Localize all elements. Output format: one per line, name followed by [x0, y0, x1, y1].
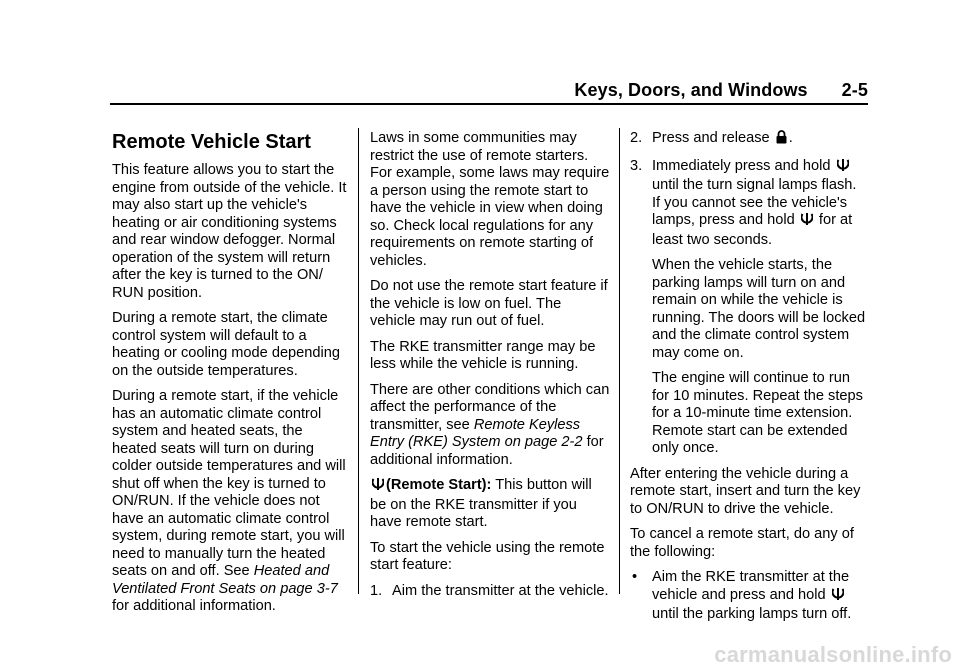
paragraph: To start the vehicle using the remote start feature:	[370, 539, 605, 573]
paragraph: The engine will continue to run for 10 minutes. Repeat the steps for a 10-minute time extension. Remote start can be extended only once.	[652, 370, 863, 456]
paragraph: The RKE transmitter range may be less while the vehicle is running.	[370, 338, 596, 372]
step-text-part: Immediately press and hold	[652, 157, 835, 174]
step-item	[630, 130, 868, 150]
column-2	[370, 130, 610, 608]
watermark: carmanualsonline.info	[714, 642, 952, 667]
list-text-part: until the parking lamps turn off.	[652, 606, 852, 622]
paragraph: To cancel a remote start, do any of the following:	[630, 526, 854, 560]
remote-start-label: (Remote Start):	[386, 477, 492, 493]
step-number: 3.	[630, 157, 643, 174]
paragraph-text: During a remote start, if the vehicle has an automatic climate control system and heated seats, the heated seats will turn on during colder outside temperatures and will shut off when the key is turned to ON/RUN. If the vehicle does not have an automatic climate control system, during remote start, you will need to manually turn the heated seats on and off. See	[112, 388, 346, 579]
cross-reference-link[interactable]: Heated and Ventilated Front Seats on page 3-7	[112, 563, 338, 597]
step-text-part: until the turn signal lamps flash. If you cannot see the vehicle's lamps, press and hold	[652, 177, 857, 228]
lock-icon	[776, 130, 787, 150]
bullet-marker: •	[632, 569, 638, 585]
step-item	[370, 583, 610, 601]
remote-start-icon	[801, 212, 813, 232]
list-text-part: Aim the RKE transmitter at the vehicle and press and hold	[652, 569, 850, 603]
list-item-text	[652, 569, 868, 624]
column-3	[630, 130, 868, 632]
paragraph	[112, 388, 347, 616]
remote-start-icon	[832, 587, 844, 607]
step-text	[652, 130, 868, 150]
paragraph-text: This button will be on the RKE transmitter if you have remote start.	[370, 477, 592, 530]
remote-start-icon	[837, 158, 849, 178]
paragraph: Laws in some communities may restrict the use of remote starters. For example, some laws may require a person using the remote start to have the vehicle in view when doing so. Check local regulations for any requirements on remote starting of vehicles.	[370, 130, 610, 269]
paragraph-text: for additional information.	[112, 598, 276, 614]
column-1	[112, 130, 347, 624]
paragraph-text: There are other conditions which can affect the performance of the transmitter, see	[370, 381, 610, 433]
paragraph: When the vehicle starts, the parking lamps will turn on and remain on while the vehicle is running. The doors will be locked and the climate control system may come on.	[652, 257, 866, 361]
step-text-part: for at least two seconds.	[652, 212, 853, 248]
section-title: Remote Vehicle Start	[112, 131, 311, 153]
header-section-title: Keys, Doors, and Windows	[574, 80, 808, 100]
cross-reference-link[interactable]: Remote Keyless Entry (RKE) System on page 2-2	[370, 416, 583, 450]
step-number: 1.	[370, 582, 383, 599]
header-rule	[110, 103, 868, 105]
paragraph: After entering the vehicle during a remote start, insert and turn the key to ON/RUN to drive the vehicle.	[630, 465, 861, 517]
list-item	[630, 569, 868, 624]
column-divider	[358, 128, 359, 594]
paragraph: During a remote start, the climate control system will default to a heating or cooling mode depending on the outside temperatures.	[112, 310, 340, 379]
column-divider	[619, 128, 620, 594]
paragraph: This feature allows you to start the engine from outside of the vehicle. It may also start up the vehicle's heating or air conditioning systems and rear window defogger. Normal operation of the system will return after the key is turned to the ON/ RUN position.	[112, 162, 347, 301]
step-text	[652, 158, 868, 250]
paragraph	[370, 382, 610, 470]
header-page-number: 2-5	[841, 80, 868, 100]
step-item	[630, 158, 868, 250]
remote-start-icon	[372, 477, 384, 497]
paragraph	[370, 477, 610, 532]
step-text-part: .	[788, 130, 793, 146]
paragraph: Do not use the remote start feature if the vehicle is low on fuel. The vehicle may run out of fuel.	[370, 278, 608, 329]
step-number: 2.	[630, 130, 643, 146]
step-text: Aim the transmitter at the vehicle.	[392, 582, 609, 599]
step-text-part: Press and release	[652, 130, 774, 146]
paragraph-text: for additional information.	[370, 434, 604, 468]
